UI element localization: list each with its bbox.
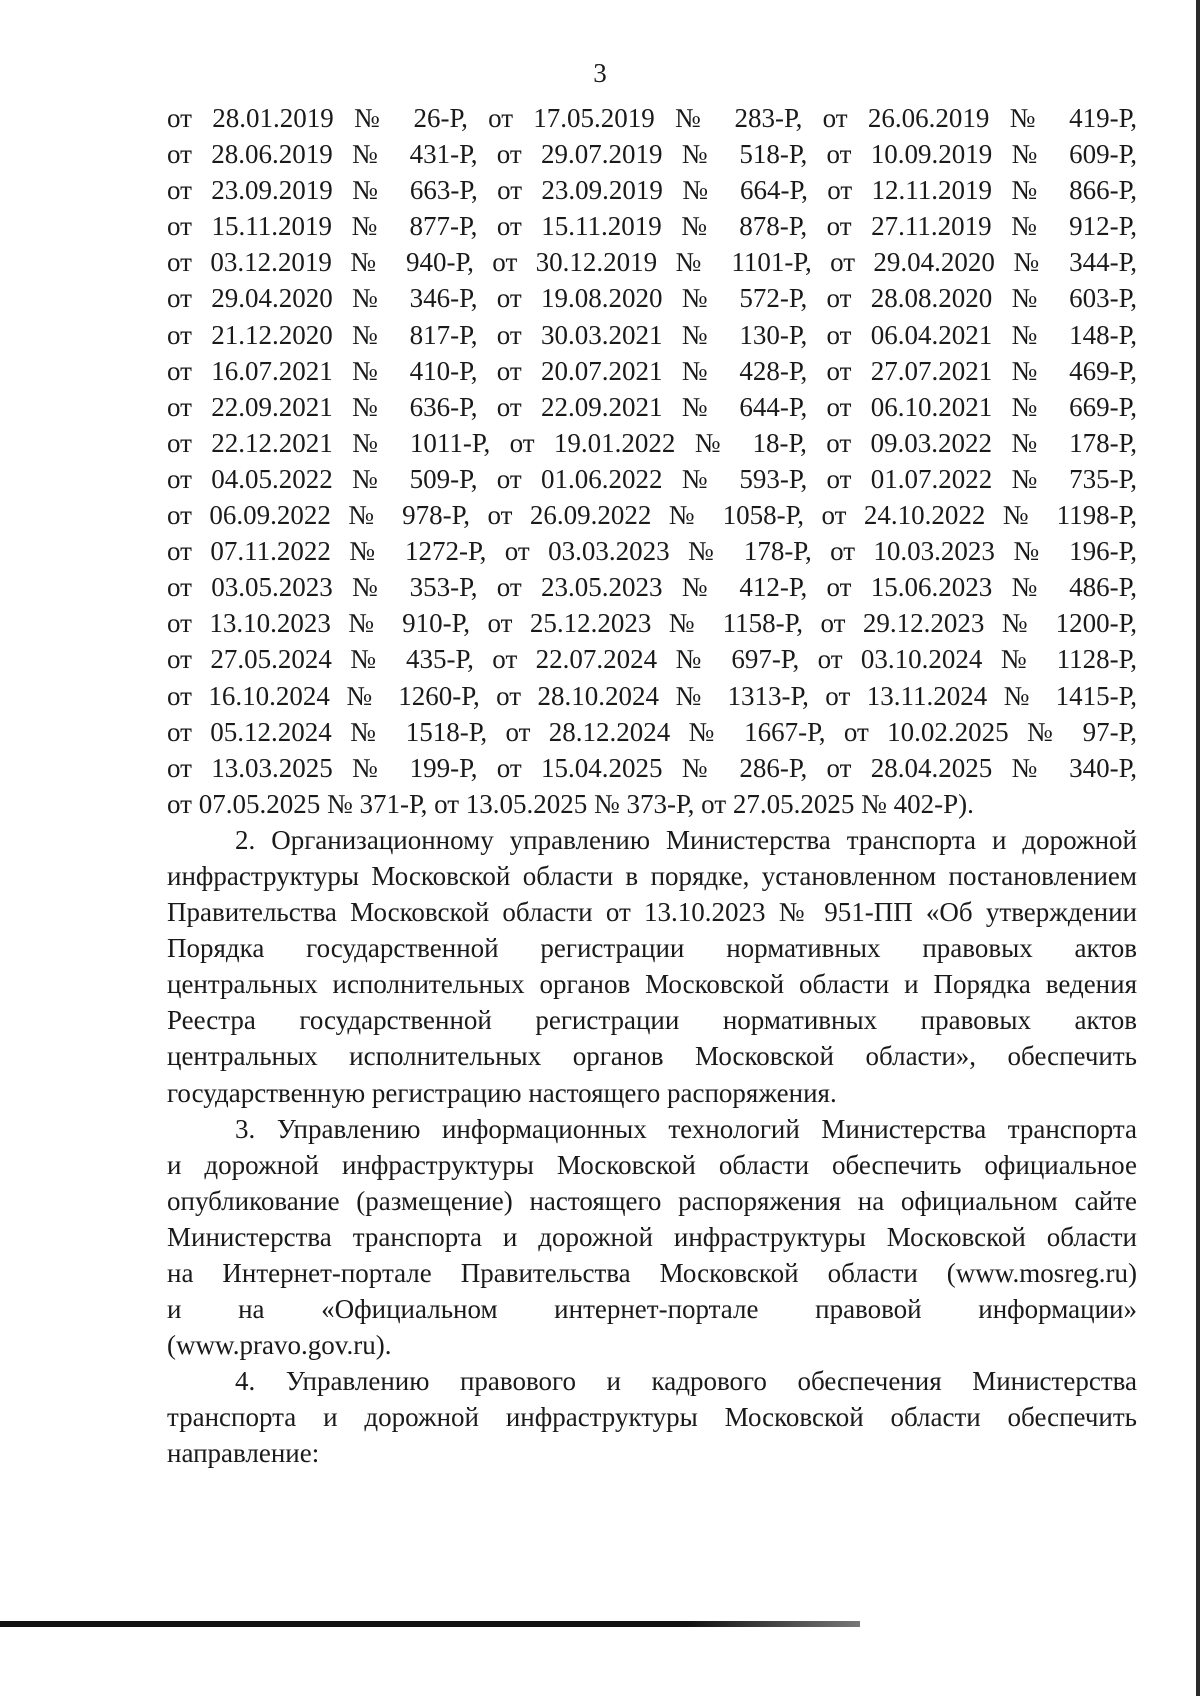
scan-bottom-edge [0,1621,860,1627]
order-list-line: от 22.12.2021 № 1011-Р, от 19.01.2022 № 18-Р, от 09.03.2022 № 178-Р, [167,427,1137,458]
order-list-line: от 04.05.2022 № 509-Р, от 01.06.2022 № 593-Р, от 01.07.2022 № 735-Р, [167,463,1137,494]
order-list-line: от 22.09.2021 № 636-Р, от 22.09.2021 № 644-Р, от 06.10.2021 № 669-Р, [167,391,1137,422]
paragraph-2 [167,822,1137,1111]
order-list-line: от 06.09.2022 № 978-Р, от 26.09.2022 № 1058-Р, от 24.10.2022 № 1198-Р, [167,500,1137,531]
paragraph-line: государственную регистрацию настоящего распоряжения. [167,1077,837,1108]
order-list-line: от 27.05.2024 № 435-Р, от 22.07.2024 № 697-Р, от 03.10.2024 № 1128-Р, [167,644,1137,675]
paragraph-line: направление: [167,1438,320,1469]
paragraph-4 [167,1363,1137,1471]
paragraph-line: 4. Управлению правового и кадрового обеспечения Министерства [235,1366,1137,1397]
order-list-line: от 16.07.2021 № 410-Р, от 20.07.2021 № 428-Р, от 27.07.2021 № 469-Р, [167,355,1137,386]
paragraph-line: Реестра государственной регистрации нормативных правовых актов [167,1005,1137,1036]
document-body [167,100,1137,1472]
order-list-line: от 15.11.2019 № 877-Р, от 15.11.2019 № 878-Р, от 27.11.2019 № 912-Р, [167,211,1137,242]
paragraph-line: 3. Управлению информационных технологий Министерства транспорта [235,1113,1137,1144]
order-list-line: от 03.05.2023 № 353-Р, от 23.05.2023 № 412-Р, от 15.06.2023 № 486-Р, [167,572,1137,603]
paragraph-line: на Интернет-портале Правительства Московской области (www.mosreg.ru) [167,1258,1137,1288]
paragraph-line: опубликование (размещение) настоящего распоряжения на официальном сайте [167,1185,1137,1216]
order-list [167,100,1137,822]
paragraph-line: центральных исполнительных органов Московской области и Порядка ведения [167,969,1137,1000]
paragraph-line: 2. Организационному управлению Министерства транспорта и дорожной [235,824,1137,855]
page-number: 3 [593,58,607,88]
paragraph-line: Порядка государственной регистрации нормативных правовых актов [167,933,1137,964]
paragraph-line: центральных исполнительных органов Московской области», обеспечить [167,1041,1137,1072]
order-list-line: от 16.10.2024 № 1260-Р, от 28.10.2024 № 1313-Р, от 13.11.2024 № 1415-Р, [167,680,1137,711]
paragraph-line: Министерства транспорта и дорожной инфраструктуры Московской области [167,1221,1137,1252]
order-list-line: от 07.05.2025 № 371-Р, от 13.05.2025 № 373-Р, от 27.05.2025 № 402-Р). [167,788,974,819]
order-list-line: от 07.11.2022 № 1272-Р, от 03.03.2023 № 178-Р, от 10.03.2023 № 196-Р, [167,536,1137,567]
order-list-line: от 05.12.2024 № 1518-Р, от 28.12.2024 № 1667-Р, от 10.02.2025 № 97-Р, [167,716,1137,747]
order-list-line: от 03.12.2019 № 940-Р, от 30.12.2019 № 1101-Р, от 29.04.2020 № 344-Р, [167,247,1137,278]
order-list-line: от 29.04.2020 № 346-Р, от 19.08.2020 № 572-Р, от 28.08.2020 № 603-Р, [167,283,1137,314]
order-list-line: от 28.06.2019 № 431-Р, от 29.07.2019 № 518-Р, от 10.09.2019 № 609-Р, [167,139,1137,170]
order-list-line: от 13.10.2023 № 910-Р, от 25.12.2023 № 1158-Р, от 29.12.2023 № 1200-Р, [167,608,1137,639]
paragraph-line: транспорта и дорожной инфраструктуры Московской области обеспечить [167,1402,1137,1433]
scan-right-edge [1196,0,1200,1696]
paragraph-line: Правительства Московской области от 13.10.2023 № 951-ПП «Об утверждении [167,897,1137,928]
order-list-line: от 21.12.2020 № 817-Р, от 30.03.2021 № 130-Р, от 06.04.2021 № 148-Р, [167,319,1137,350]
order-list-line: от 28.01.2019 № 26-Р, от 17.05.2019 № 283-Р, от 26.06.2019 № 419-Р, [167,103,1137,133]
order-list-line: от 13.03.2025 № 199-Р, от 15.04.2025 № 286-Р, от 28.04.2025 № 340-Р, [167,752,1137,783]
paragraph-3 [167,1111,1137,1364]
order-list-line: от 23.09.2019 № 663-Р, от 23.09.2019 № 664-Р, от 12.11.2019 № 866-Р, [167,175,1137,206]
paragraph-line: и на «Официальном интернет-портале правовой информации» [167,1294,1137,1325]
paragraph-line: (www.pravo.gov.ru). [167,1330,392,1361]
paragraph-line: инфраструктуры Московской области в порядке, установленном постановлением [167,860,1137,891]
paragraph-line: и дорожной инфраструктуры Московской области обеспечить официальное [167,1149,1137,1180]
